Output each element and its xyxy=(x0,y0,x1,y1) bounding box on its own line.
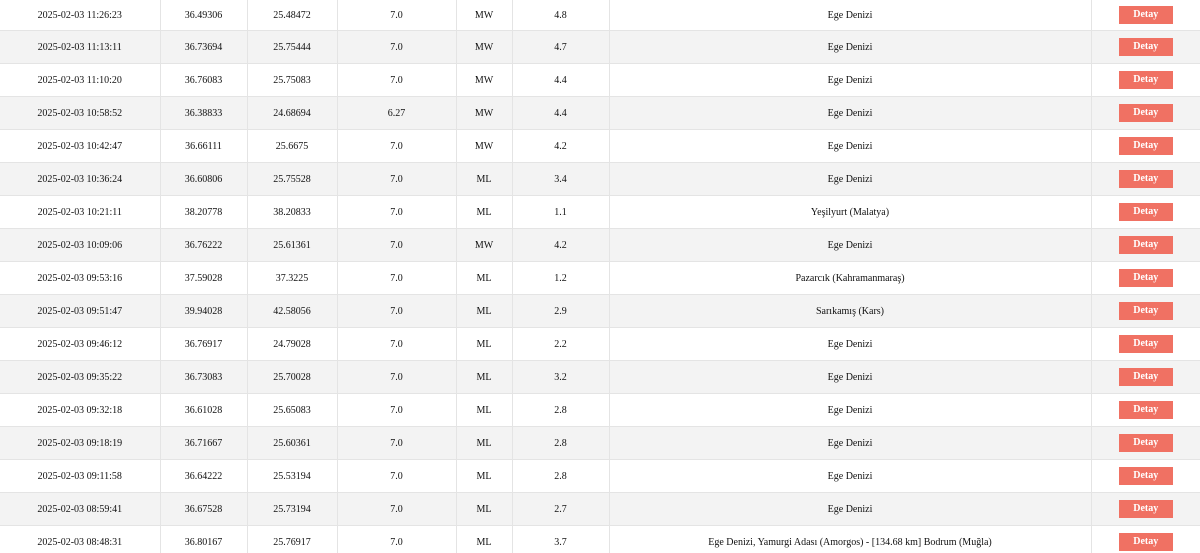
latitude-cell: 36.60806 xyxy=(160,163,247,196)
detail-cell xyxy=(1091,328,1200,361)
detail-button[interactable]: Detay xyxy=(1119,500,1173,518)
table-row xyxy=(0,0,1200,31)
magnitude-type-cell: MW xyxy=(456,130,512,163)
location-cell: Sarıkamış (Kars) xyxy=(609,295,1091,328)
table-row xyxy=(0,394,1200,427)
longitude-cell: 25.75083 xyxy=(247,64,337,97)
date-cell: 2025-02-03 10:42:47 xyxy=(0,130,160,163)
detail-button[interactable]: Detay xyxy=(1119,170,1173,188)
detail-button[interactable]: Detay xyxy=(1119,203,1173,221)
magnitude-type-cell: ML xyxy=(456,460,512,493)
magnitude-cell: 1.1 xyxy=(512,196,609,229)
location-cell: Ege Denizi, Yamurgi Adası (Amorgos) - [134.68 km] Bodrum (Muğla) xyxy=(609,526,1091,553)
table-row xyxy=(0,31,1200,64)
longitude-cell: 25.60361 xyxy=(247,427,337,460)
depth-cell: 7.0 xyxy=(337,262,456,295)
date-cell: 2025-02-03 09:35:22 xyxy=(0,361,160,394)
longitude-cell: 38.20833 xyxy=(247,196,337,229)
table-row xyxy=(0,163,1200,196)
detail-cell xyxy=(1091,0,1200,31)
date-cell: 2025-02-03 10:58:52 xyxy=(0,97,160,130)
depth-cell: 7.0 xyxy=(337,460,456,493)
latitude-cell: 38.20778 xyxy=(160,196,247,229)
latitude-cell: 36.67528 xyxy=(160,493,247,526)
longitude-cell: 25.48472 xyxy=(247,0,337,31)
detail-button[interactable]: Detay xyxy=(1119,137,1173,155)
detail-button[interactable]: Detay xyxy=(1119,533,1173,551)
depth-cell: 7.0 xyxy=(337,361,456,394)
depth-cell: 7.0 xyxy=(337,328,456,361)
detail-cell xyxy=(1091,460,1200,493)
magnitude-cell: 3.4 xyxy=(512,163,609,196)
magnitude-type-cell: ML xyxy=(456,526,512,553)
detail-cell xyxy=(1091,64,1200,97)
latitude-cell: 36.73083 xyxy=(160,361,247,394)
location-cell: Ege Denizi xyxy=(609,229,1091,262)
detail-cell xyxy=(1091,130,1200,163)
magnitude-cell: 3.7 xyxy=(512,526,609,553)
magnitude-cell: 2.7 xyxy=(512,493,609,526)
table-row xyxy=(0,361,1200,394)
latitude-cell: 36.73694 xyxy=(160,31,247,64)
latitude-cell: 36.71667 xyxy=(160,427,247,460)
depth-cell: 6.27 xyxy=(337,97,456,130)
detail-button[interactable]: Detay xyxy=(1119,302,1173,320)
latitude-cell: 36.66111 xyxy=(160,130,247,163)
magnitude-type-cell: MW xyxy=(456,229,512,262)
longitude-cell: 42.58056 xyxy=(247,295,337,328)
magnitude-cell: 2.2 xyxy=(512,328,609,361)
magnitude-cell: 4.7 xyxy=(512,31,609,64)
detail-button[interactable]: Detay xyxy=(1119,236,1173,254)
table-row xyxy=(0,427,1200,460)
depth-cell: 7.0 xyxy=(337,31,456,64)
detail-button[interactable]: Detay xyxy=(1119,269,1173,287)
longitude-cell: 25.53194 xyxy=(247,460,337,493)
latitude-cell: 36.76083 xyxy=(160,64,247,97)
depth-cell: 7.0 xyxy=(337,427,456,460)
magnitude-type-cell: ML xyxy=(456,361,512,394)
magnitude-cell: 3.2 xyxy=(512,361,609,394)
longitude-cell: 25.73194 xyxy=(247,493,337,526)
magnitude-type-cell: ML xyxy=(456,328,512,361)
location-cell: Ege Denizi xyxy=(609,427,1091,460)
longitude-cell: 24.68694 xyxy=(247,97,337,130)
depth-cell: 7.0 xyxy=(337,196,456,229)
date-cell: 2025-02-03 10:09:06 xyxy=(0,229,160,262)
table-row xyxy=(0,64,1200,97)
magnitude-cell: 2.8 xyxy=(512,394,609,427)
date-cell: 2025-02-03 08:59:41 xyxy=(0,493,160,526)
detail-cell xyxy=(1091,229,1200,262)
location-cell: Ege Denizi xyxy=(609,361,1091,394)
table-row xyxy=(0,130,1200,163)
magnitude-cell: 4.8 xyxy=(512,0,609,31)
table-row xyxy=(0,97,1200,130)
latitude-cell: 36.61028 xyxy=(160,394,247,427)
location-cell: Ege Denizi xyxy=(609,97,1091,130)
detail-cell xyxy=(1091,262,1200,295)
detail-button[interactable]: Detay xyxy=(1119,71,1173,89)
detail-cell xyxy=(1091,97,1200,130)
magnitude-type-cell: MW xyxy=(456,0,512,31)
latitude-cell: 36.38833 xyxy=(160,97,247,130)
magnitude-cell: 2.8 xyxy=(512,460,609,493)
detail-cell xyxy=(1091,295,1200,328)
magnitude-type-cell: ML xyxy=(456,295,512,328)
longitude-cell: 25.65083 xyxy=(247,394,337,427)
date-cell: 2025-02-03 11:10:20 xyxy=(0,64,160,97)
depth-cell: 7.0 xyxy=(337,64,456,97)
detail-cell xyxy=(1091,394,1200,427)
table-row xyxy=(0,196,1200,229)
magnitude-cell: 4.4 xyxy=(512,64,609,97)
longitude-cell: 25.75444 xyxy=(247,31,337,64)
location-cell: Ege Denizi xyxy=(609,130,1091,163)
magnitude-type-cell: ML xyxy=(456,262,512,295)
date-cell: 2025-02-03 09:46:12 xyxy=(0,328,160,361)
detail-cell xyxy=(1091,526,1200,553)
date-cell: 2025-02-03 11:13:11 xyxy=(0,31,160,64)
date-cell: 2025-02-03 08:48:31 xyxy=(0,526,160,553)
latitude-cell: 36.76917 xyxy=(160,328,247,361)
longitude-cell: 25.70028 xyxy=(247,361,337,394)
detail-button[interactable]: Detay xyxy=(1119,38,1173,56)
depth-cell: 7.0 xyxy=(337,163,456,196)
magnitude-type-cell: ML xyxy=(456,493,512,526)
detail-cell xyxy=(1091,163,1200,196)
detail-button[interactable]: Detay xyxy=(1119,335,1173,353)
magnitude-cell: 4.2 xyxy=(512,130,609,163)
location-cell: Ege Denizi xyxy=(609,64,1091,97)
depth-cell: 7.0 xyxy=(337,493,456,526)
depth-cell: 7.0 xyxy=(337,130,456,163)
date-cell: 2025-02-03 09:51:47 xyxy=(0,295,160,328)
date-cell: 2025-02-03 09:53:16 xyxy=(0,262,160,295)
magnitude-type-cell: MW xyxy=(456,64,512,97)
magnitude-cell: 4.4 xyxy=(512,97,609,130)
table-row xyxy=(0,328,1200,361)
date-cell: 2025-02-03 10:21:11 xyxy=(0,196,160,229)
detail-cell xyxy=(1091,493,1200,526)
depth-cell: 7.0 xyxy=(337,295,456,328)
detail-button[interactable]: Detay xyxy=(1119,467,1173,485)
detail-button[interactable]: Detay xyxy=(1119,434,1173,452)
longitude-cell: 25.76917 xyxy=(247,526,337,553)
depth-cell: 7.0 xyxy=(337,0,456,31)
table-row xyxy=(0,460,1200,493)
detail-button[interactable]: Detay xyxy=(1119,6,1173,24)
depth-cell: 7.0 xyxy=(337,229,456,262)
detail-cell xyxy=(1091,427,1200,460)
table-row xyxy=(0,526,1200,553)
latitude-cell: 39.94028 xyxy=(160,295,247,328)
magnitude-cell: 4.2 xyxy=(512,229,609,262)
latitude-cell: 36.64222 xyxy=(160,460,247,493)
detail-button[interactable]: Detay xyxy=(1119,401,1173,419)
magnitude-type-cell: ML xyxy=(456,394,512,427)
date-cell: 2025-02-03 10:36:24 xyxy=(0,163,160,196)
location-cell: Ege Denizi xyxy=(609,460,1091,493)
detail-button[interactable]: Detay xyxy=(1119,104,1173,122)
longitude-cell: 25.75528 xyxy=(247,163,337,196)
depth-cell: 7.0 xyxy=(337,526,456,553)
table-row xyxy=(0,262,1200,295)
location-cell: Ege Denizi xyxy=(609,31,1091,64)
detail-cell xyxy=(1091,196,1200,229)
table-row xyxy=(0,229,1200,262)
detail-cell xyxy=(1091,361,1200,394)
longitude-cell: 25.6675 xyxy=(247,130,337,163)
date-cell: 2025-02-03 09:18:19 xyxy=(0,427,160,460)
detail-cell xyxy=(1091,31,1200,64)
magnitude-type-cell: ML xyxy=(456,427,512,460)
location-cell: Pazarcık (Kahramanmaraş) xyxy=(609,262,1091,295)
location-cell: Ege Denizi xyxy=(609,163,1091,196)
latitude-cell: 36.49306 xyxy=(160,0,247,31)
magnitude-type-cell: MW xyxy=(456,97,512,130)
magnitude-type-cell: MW xyxy=(456,31,512,64)
longitude-cell: 25.61361 xyxy=(247,229,337,262)
location-cell: Ege Denizi xyxy=(609,328,1091,361)
latitude-cell: 36.80167 xyxy=(160,526,247,553)
magnitude-type-cell: ML xyxy=(456,196,512,229)
depth-cell: 7.0 xyxy=(337,394,456,427)
location-cell: Ege Denizi xyxy=(609,493,1091,526)
detail-button[interactable]: Detay xyxy=(1119,368,1173,386)
location-cell: Yeşilyurt (Malatya) xyxy=(609,196,1091,229)
latitude-cell: 37.59028 xyxy=(160,262,247,295)
table-row xyxy=(0,295,1200,328)
location-cell: Ege Denizi xyxy=(609,0,1091,31)
date-cell: 2025-02-03 09:32:18 xyxy=(0,394,160,427)
date-cell: 2025-02-03 11:26:23 xyxy=(0,0,160,31)
latitude-cell: 36.76222 xyxy=(160,229,247,262)
magnitude-cell: 2.9 xyxy=(512,295,609,328)
date-cell: 2025-02-03 09:11:58 xyxy=(0,460,160,493)
table-row xyxy=(0,493,1200,526)
longitude-cell: 37.3225 xyxy=(247,262,337,295)
longitude-cell: 24.79028 xyxy=(247,328,337,361)
magnitude-cell: 2.8 xyxy=(512,427,609,460)
magnitude-type-cell: ML xyxy=(456,163,512,196)
location-cell: Ege Denizi xyxy=(609,394,1091,427)
magnitude-cell: 1.2 xyxy=(512,262,609,295)
